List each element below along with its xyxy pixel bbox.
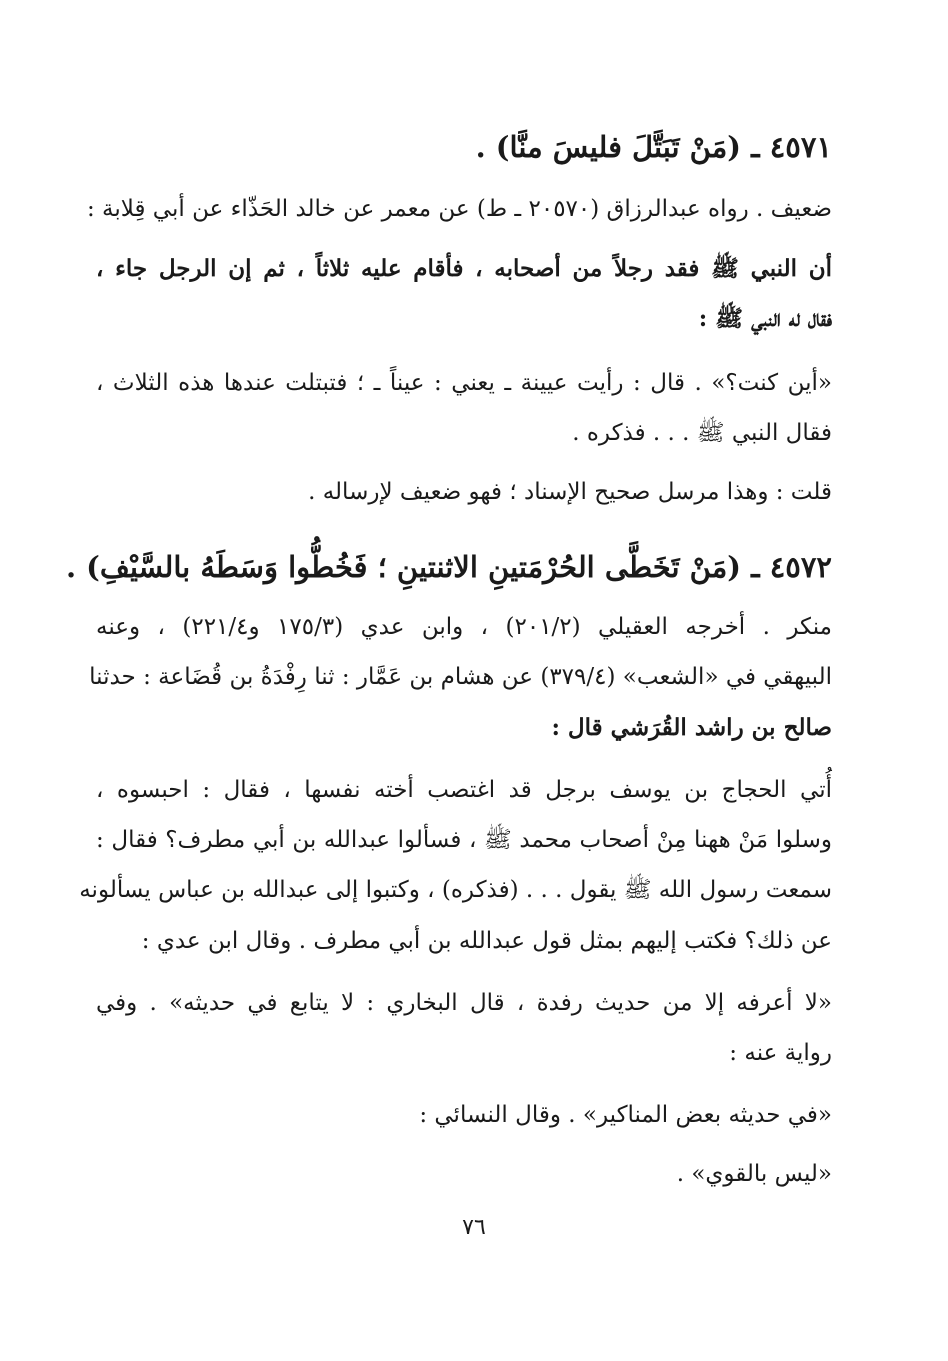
- hadith-4571-text-line-2: فقال له النبي ﷺ :: [698, 305, 832, 332]
- hadith-4572-story-line-2: وسلوا مَنْ ههنا مِنْ أصحاب محمد ﷺ ، فسألوا عبدالله بن أبي مطرف؟ فقال :: [96, 827, 832, 853]
- hadith-4571-text-line-3: «أين كنت؟» . قال : رأيت عيينة ـ يعني : عيناً ـ ؛ فتبتلت عندها هذه الثلاث ،: [96, 370, 832, 396]
- hadith-4571-note: قلت : وهذا مرسل صحيح الإسناد ؛ فهو ضعيف لإرساله .: [308, 479, 832, 505]
- hadith-4572-grading-line-2: البيهقي في «الشعب» (٣٧٩/٤) عن هشام بن عَمَّار : ثنا رِفْدَةُ بن قُضَاعة : حدثنا: [89, 664, 832, 690]
- hadith-4572-quote-line-2: رواية عنه :: [729, 1040, 832, 1066]
- hadith-4572-grading-line-1: منكر . أخرجه العقيلي (٢٠١/٢) ، وابن عدي (١٧٥/٣ و٢٢١/٤) ، وعنه: [96, 614, 832, 640]
- hadith-4572-story-line-3: سمعت رسول الله ﷺ يقول . . . (فذكره) ، وكتبوا إلى عبدالله بن عباس يسألونه: [79, 877, 832, 903]
- hadith-4572-heading: ٤٥٧٢ ـ (مَنْ تَخَطَّى الحُرْمَتينِ الاثنتينِ ؛ فَخُطُّوا وَسَطَهُ بالسَّيْفِ) .: [65, 550, 832, 584]
- hadith-4572-story-line-4: عن ذلك؟ فكتب إليهم بمثل قول عبدالله بن أبي مطرف . وقال ابن عدي :: [141, 928, 832, 954]
- hadith-4572-quote-line-1: «لا أعرفه إلا من حديث رفدة ، قال البخاري : لا يتابع في حديثه» . وفي: [96, 990, 832, 1016]
- hadith-4572-story-line-1: أُتي الحجاج بن يوسف برجل قد اغتصب أخته نفسها ، فقال : احبسوه ،: [96, 777, 832, 803]
- hadith-4572-grading-line-3: صالح بن راشد القُرَشي قال :: [551, 714, 832, 741]
- page-number: ٧٦: [462, 1215, 486, 1240]
- hadith-4571-text-line-4: فقال النبي ﷺ . . . فذكره .: [572, 420, 832, 446]
- hadith-4571-grading-line: ضعيف . رواه عبدالرزاق (٢٠٥٧٠ ـ ط) عن معمر عن خالد الحَذّاء عن أبي قِلابة :: [86, 196, 832, 222]
- hadith-4571-heading: ٤٥٧١ ـ (مَنْ تَبَتَّلَ فليسَ منَّا) .: [475, 130, 832, 164]
- hadith-4571-text-line-1: أن النبي ﷺ فقد رجلاً من أصحابه ، فأقام عليه ثلاثاً ، ثم إن الرجل جاء ،: [96, 255, 832, 282]
- hadith-4572-quote-line-3: «في حديثه بعض المناكير» . وقال النسائي :: [419, 1102, 832, 1128]
- hadith-4572-quote-line-4: «ليس بالقوي» .: [676, 1161, 832, 1187]
